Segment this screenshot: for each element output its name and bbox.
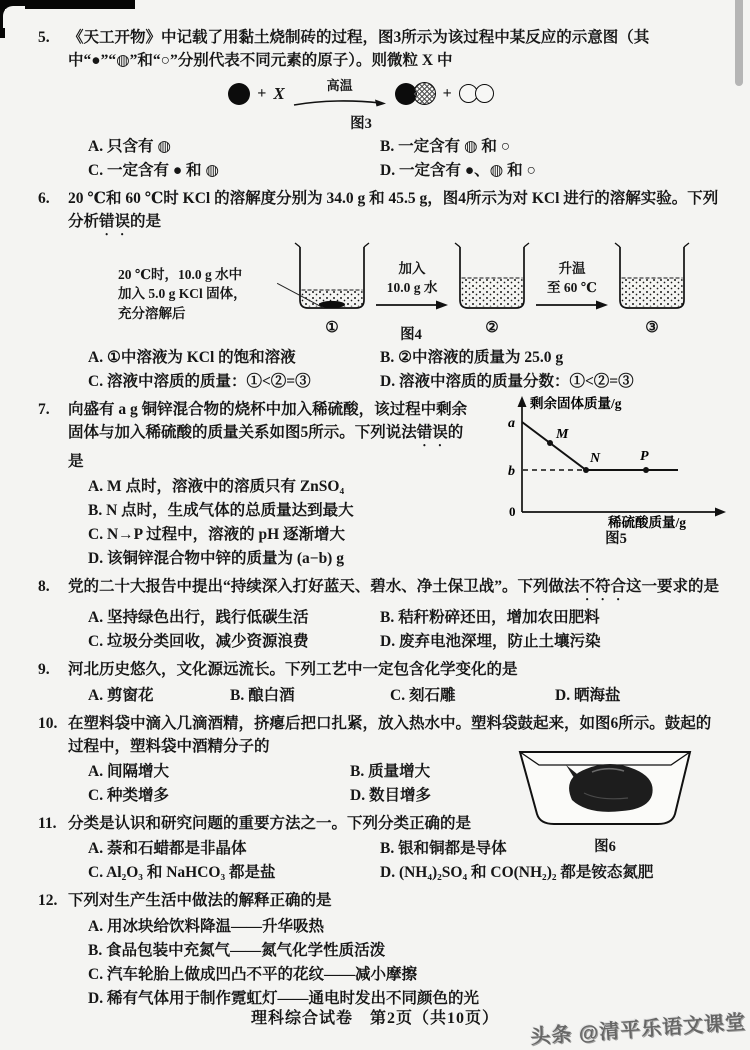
emphasized-text: 错误 <box>99 212 131 230</box>
question-number: 6. <box>38 189 50 207</box>
origin-label: 0 <box>509 503 516 519</box>
beaker-number: ② <box>485 319 499 336</box>
option-d: D. 稀有气体用于制作霓虹灯——通电时发出不同颜色的光 <box>88 989 479 1007</box>
plus-sign: + <box>442 84 452 102</box>
beaker-icon <box>290 242 374 312</box>
option-c: C. 刻石雕 <box>390 686 456 704</box>
figure-3-reaction <box>68 77 654 133</box>
right-arrow-icon <box>376 299 448 311</box>
question-number: 9. <box>38 661 50 679</box>
question-12 <box>0 889 750 1010</box>
options-grid <box>88 135 724 183</box>
question-text: 下列对生产生活中做法的解释正确的是 <box>68 892 332 910</box>
question-text: 河北历史悠久，文化源远流长。下列工艺中一定包含化学变化的是 <box>68 661 518 679</box>
question-6 <box>0 187 750 394</box>
question-text: 向盛有 a g 铜锌混合物的烧杯中加入稀硫酸，该过程中剩余固体与加入稀硫酸的质量关系如图5所示。下列说法错误的是 <box>68 400 468 471</box>
option-b: B. 银和铜都是导体 <box>380 840 507 858</box>
process-arrow-2 <box>534 260 610 336</box>
question-11 <box>0 812 750 885</box>
option-a: A. 只含有 ◍ <box>88 137 171 155</box>
y-axis-label: 剩余固体质量/g <box>530 395 622 411</box>
right-arrow-icon <box>536 299 608 311</box>
option-a: A. ①中溶液为 KCl 的饱和溶液 <box>88 348 296 366</box>
figure-caption: 图4 <box>400 326 422 343</box>
options-grid <box>88 684 724 708</box>
exam-page <box>0 26 750 1015</box>
question-9 <box>0 658 750 707</box>
option-c: C. 种类增多 <box>88 787 169 805</box>
black-atom-icon <box>228 83 250 105</box>
option-d: D. 溶液中溶质的质量分数：①<②=③ <box>380 372 634 390</box>
tick-a: a <box>508 415 515 431</box>
option-a: A. 用冰块给饮料降温——升华吸热 <box>88 917 324 935</box>
option-b: B. 食品包装中充氮气——氮气化学性质活泼 <box>88 941 386 959</box>
beaker-number: ③ <box>645 319 659 336</box>
option-c: C. N→P 过程中，溶液的 pH 逐渐增大 <box>88 526 346 544</box>
question-text: 在塑料袋中滴入几滴酒精，挤瘪后把口扎紧，放入热水中。塑料袋鼓起来，如图6所示。鼓起的过程中，塑料袋中酒精分子的 <box>68 714 712 755</box>
option-c: C. 垃圾分类回收，减少资源浪费 <box>88 633 309 651</box>
question-text: 党的二十大报告中提出“持续深入打好蓝天、碧水、净土保卫战”。下列做法不符合这一要求的是 <box>68 578 720 596</box>
question-number: 12. <box>38 892 58 910</box>
chart-svg <box>500 394 732 530</box>
question-7 <box>0 395 750 572</box>
beaker-1 <box>290 242 374 337</box>
option-c: C. Al₂O₃ 和 NaHCO₃ 都是盐 <box>88 864 276 882</box>
option-a: A. 间隔增大 <box>88 763 169 781</box>
options-grid <box>88 606 724 654</box>
option-c: C. 一定含有 ● 和 ◍ <box>88 161 219 179</box>
reaction-arrow-icon <box>292 77 388 111</box>
question-number: 10. <box>38 714 58 732</box>
option-a: A. 剪窗花 <box>88 686 154 704</box>
point-m-label: M <box>556 426 569 442</box>
beaker-icon <box>610 242 694 312</box>
watermark: 头条 @清平乐语文课堂 <box>529 1011 747 1049</box>
option-b: B. N 点时，生成气体的总质量达到最大 <box>88 502 354 520</box>
options-list <box>88 915 724 1011</box>
option-d: D. 废弃电池深埋，防止土壤污染 <box>380 633 601 651</box>
tick-b: b <box>508 463 515 479</box>
beaker-annotation: 20 ℃时，10.0 g 水中 加入 5.0 g KCl 固体， 充分溶解后 <box>118 265 290 336</box>
option-b: B. 秸秆粉碎还田，增加农田肥料 <box>380 609 600 627</box>
options-list <box>88 475 474 571</box>
option-d: D. 一定含有 ●、◍ 和 ○ <box>380 161 536 179</box>
arrow-label: 加入 <box>398 261 426 277</box>
figure-caption: 图5 <box>605 530 627 547</box>
plus-sign: + <box>257 84 267 102</box>
question-text: 分类是认识和研究问题的重要方法之一。下列分类正确的是 <box>68 815 472 833</box>
beaker-3 <box>610 242 694 337</box>
options-grid <box>88 346 724 394</box>
option-d: D. (NH₄)₂SO₄ 和 CO(NH₂)₂ 都是铵态氮肥 <box>380 864 654 882</box>
question-text: 《天工开物》中记载了用黏土烧制砖的过程，图3所示为该过程中某反应的示意图（其中“●”“◍”和“○”分别代表不同元素的原子）。则微粒 X 中 <box>68 29 650 70</box>
option-b: B. ②中溶液的质量为 25.0 g <box>380 348 564 366</box>
question-5 <box>0 26 750 183</box>
option-b: B. 酿白酒 <box>230 686 295 704</box>
option-a: A. 坚持绿色出行，践行低碳生活 <box>88 609 309 627</box>
emphasized-text: 错误 <box>416 424 448 442</box>
beaker-icon <box>450 242 534 312</box>
question-number: 11. <box>38 815 57 833</box>
beaker-number: ① <box>325 319 339 336</box>
option-d: D. 晒海盐 <box>555 686 621 704</box>
arrow-label: 10.0 g 水 <box>386 279 438 295</box>
emphasized-text: 不符合 <box>579 578 627 596</box>
option-b: B. 一定含有 ◍ 和 ○ <box>380 137 511 155</box>
arrow-label: 至 60 ℃ <box>547 279 597 295</box>
figure-4-beakers <box>118 242 704 344</box>
question-number: 5. <box>38 29 50 46</box>
reactant-x-label: X <box>273 83 285 103</box>
option-a: A. M 点时，溶液中的溶质只有 ZnSO₄ <box>88 478 345 496</box>
white-atom-icon <box>475 84 494 103</box>
x-axis-label: 稀硫酸质量/g <box>608 514 687 530</box>
reaction-condition: 高温 <box>326 77 353 93</box>
diatomic-molecule-icon <box>459 84 494 103</box>
scan-paper-corner <box>3 6 25 28</box>
point-p-label: P <box>640 448 649 464</box>
options-grid <box>88 760 518 808</box>
beaker-2 <box>450 242 534 337</box>
option-c: C. 汽车轮胎上做成凹凸不平的花纹——减小摩擦 <box>88 965 417 983</box>
option-d: D. 该铜锌混合物中锌的质量为 (a−b) g <box>88 550 344 568</box>
figure-caption: 图3 <box>350 115 372 132</box>
option-c: C. 溶液中溶质的质量：①<②=③ <box>88 372 311 390</box>
page-footer: 理科综合试卷 第2页（共10页） <box>250 1010 499 1027</box>
option-d: D. 数目增多 <box>350 787 431 805</box>
arrow-label: 升温 <box>558 261 586 277</box>
product-molecule-icon <box>395 82 436 105</box>
options-grid <box>88 837 724 885</box>
figure-caption: 图6 <box>594 838 616 855</box>
question-8 <box>0 575 750 654</box>
question-text: 20 ℃和 60 ℃时 KCl 的溶解度分别为 34.0 g 和 45.5 g，图4所示为对 KCl 进行的溶解实验。下列分析错误的是 <box>68 189 719 230</box>
hatched-atom-icon <box>413 82 436 105</box>
question-number: 7. <box>38 400 50 418</box>
option-b: B. 质量增大 <box>350 763 431 781</box>
point-n-label: N <box>590 450 601 466</box>
question-number: 8. <box>38 578 50 596</box>
option-a: A. 萘和石蜡都是非晶体 <box>88 840 247 858</box>
figure-5-chart <box>500 394 732 548</box>
